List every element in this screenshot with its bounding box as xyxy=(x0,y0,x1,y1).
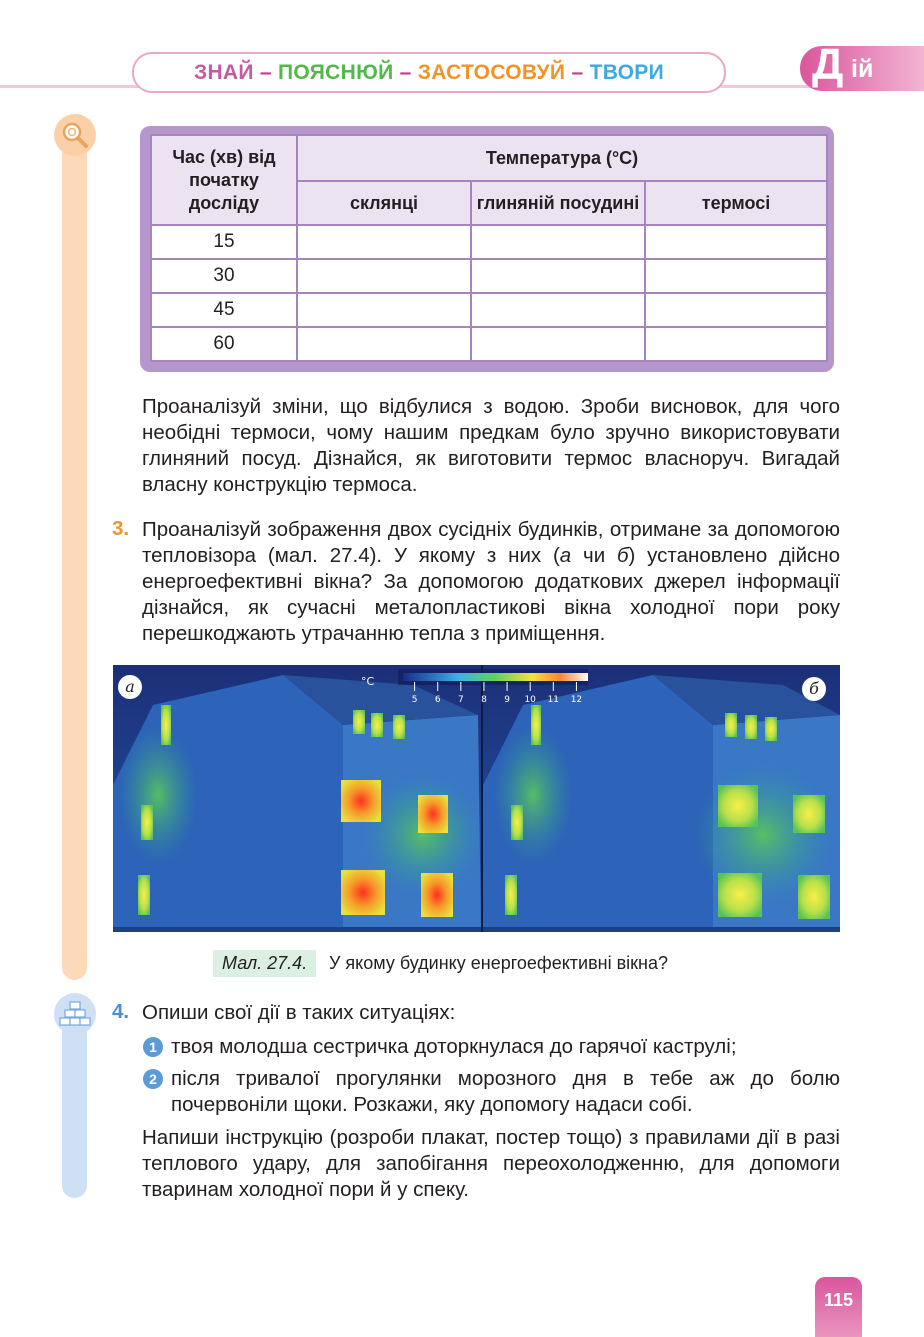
scale-tick-label: 5 xyxy=(411,695,418,705)
row-time: 45 xyxy=(151,293,297,327)
table-row xyxy=(151,293,827,327)
header-dash-1 xyxy=(254,61,278,85)
task-4-number: 4. xyxy=(112,1000,130,1023)
side-bar-know xyxy=(62,132,87,980)
scale-tick-label: 12 xyxy=(570,695,583,705)
cell-empty xyxy=(645,293,827,327)
dash-text-1: – xyxy=(259,60,272,84)
table-row xyxy=(151,225,827,259)
cell-empty xyxy=(471,327,645,361)
cell-empty xyxy=(645,259,827,293)
scale-tick-label: 8 xyxy=(481,695,487,705)
analysis-paragraph: Проаналізуй зміни, що відбулися з водою. Зроби висновок, для чого необідні термоси, чому нашим предкам було зручно використовувати глиняний посуд. Дізнайся, як виготовити термос власноруч. Вигадай власну конструкцію термоса. xyxy=(142,395,840,496)
cell-empty xyxy=(645,225,827,259)
task-3-text-part1: Проаналізуй зображення двох сусідніх будинків, отримане за допомогою тепловізора (мал. 27.4). У якому з них ( xyxy=(142,518,840,567)
subheader-clay: глиняній посудині xyxy=(471,181,645,225)
header-zastosovui: ЗАСТОСОВУЙ xyxy=(417,60,566,84)
subheader-glass: склянці xyxy=(297,181,471,225)
thermal-image xyxy=(113,665,840,932)
task-3-number: 3. xyxy=(112,517,130,540)
figure-caption: У якому будинку енергоефективні вікна? xyxy=(329,953,669,973)
cell-empty xyxy=(471,225,645,259)
dash-text-3: – xyxy=(571,60,584,84)
subheader-thermos: термосі xyxy=(645,181,827,225)
row-time: 30 xyxy=(151,259,297,293)
page-number: 115 xyxy=(815,1277,862,1337)
magnifier-icon xyxy=(54,114,96,156)
task-3-chy: чи xyxy=(571,544,617,567)
table-row xyxy=(151,327,827,361)
cell-empty xyxy=(471,259,645,293)
bricks-icon xyxy=(54,993,96,1035)
temperature-table xyxy=(150,134,828,362)
section-tab-suffix: ій xyxy=(851,55,874,83)
label-b: б xyxy=(802,677,826,701)
cell-empty xyxy=(645,327,827,361)
cell-empty xyxy=(471,293,645,327)
section-tab-letter: Д xyxy=(812,40,844,89)
scale-tick-label: 10 xyxy=(524,695,536,705)
header-dash-2 xyxy=(393,61,417,85)
col-temp-header: Температура (°С) xyxy=(297,135,827,181)
bullet-1: 1 xyxy=(143,1037,163,1057)
task-4-intro: Опиши свої дії в таких ситуаціях: xyxy=(142,1001,456,1024)
cell-empty xyxy=(297,225,471,259)
task-4-item-2: після тривалої прогулянки морозного дня в тебе аж до болю почервоніли щоки. Розкажи, яку допомогу надаси собі. xyxy=(171,1067,840,1116)
scale-tick-label: 11 xyxy=(547,695,560,705)
header-dash-3 xyxy=(565,61,589,85)
scale-tick-label: 6 xyxy=(434,695,441,705)
task-3-text xyxy=(142,517,840,647)
header-banner xyxy=(132,52,726,93)
scale-tick-label: 9 xyxy=(504,695,510,705)
task-3-a: а xyxy=(559,544,572,567)
table-row xyxy=(151,259,827,293)
task-4-closing: Напиши інструкцію (розроби плакат, постер тощо) з правилами дії в разі теплового удару, для запобігання переохолодженню, для допомоги тваринам холодної пори й у спеку. xyxy=(142,1126,840,1201)
bullet-2: 2 xyxy=(143,1069,163,1089)
row-time: 15 xyxy=(151,225,297,259)
task-4-item-1: твоя молодша сестричка доторкнулася до гарячої каструлі; xyxy=(171,1035,737,1058)
dash-text-2: – xyxy=(399,60,412,84)
header-poyasnyui: ПОЯСНЮЙ xyxy=(278,60,394,84)
scale-unit: °C xyxy=(361,675,375,688)
header-tvory: ТВОРИ xyxy=(589,60,664,84)
cell-empty xyxy=(297,293,471,327)
scale-tick-label: 7 xyxy=(457,695,464,705)
task-3-b: б xyxy=(616,544,629,567)
label-a: а xyxy=(118,675,142,699)
col-time-header: Час (хв) від початку досліду xyxy=(151,135,297,225)
row-time: 60 xyxy=(151,327,297,361)
header-znai: ЗНАЙ xyxy=(193,60,254,84)
cell-empty xyxy=(297,327,471,361)
side-bar-act xyxy=(62,1010,87,1198)
cell-empty xyxy=(297,259,471,293)
figure-label: Мал. 27.4. xyxy=(213,950,316,977)
task-3-text-part2: ) установлено дійсно енергоефективні вікна? За допомогою додаткових джерел інформації дізнайся, як сучасні металопластикові вікна холодної пори року перешкоджають утрачанню тепла з приміщення. xyxy=(142,544,840,645)
